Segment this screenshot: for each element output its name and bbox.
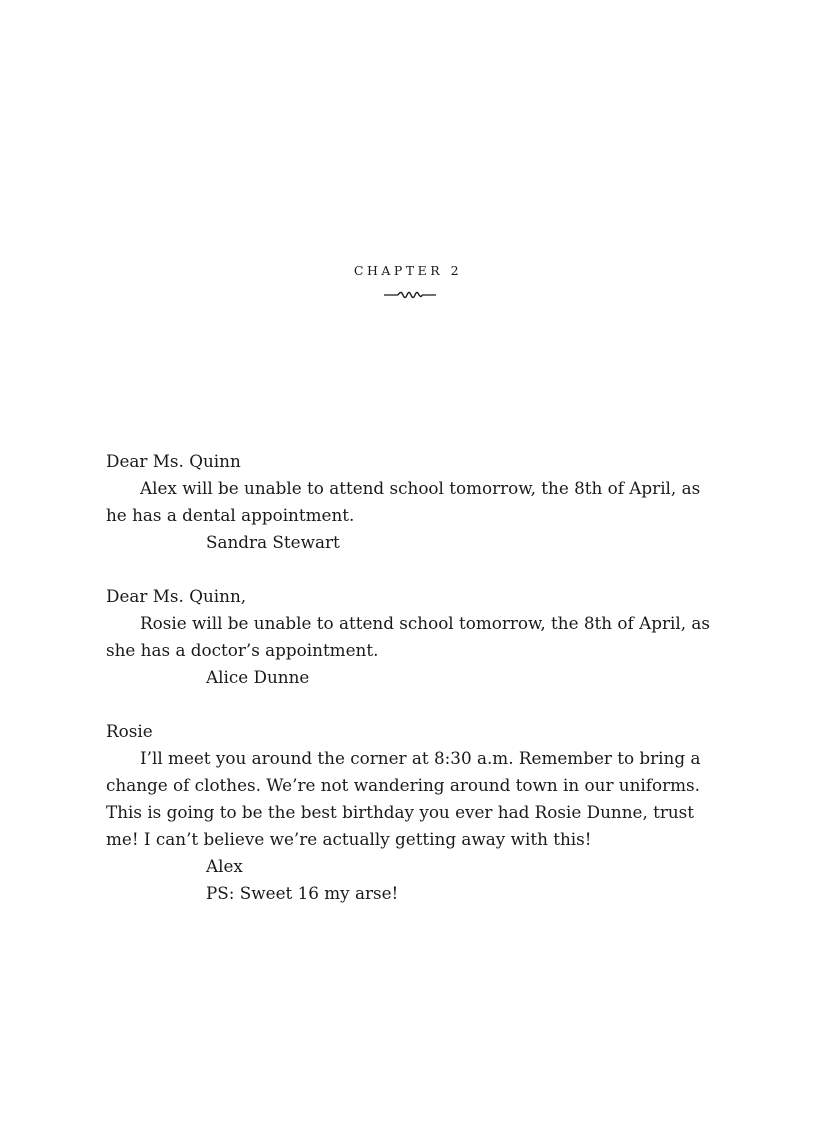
note-1-salutation: Dear Ms. Quinn	[106, 451, 241, 471]
note-3-salutation: Rosie	[106, 721, 153, 741]
note-3-signature: Alex	[206, 856, 243, 876]
note-3	[106, 718, 726, 907]
note-3-postscript: PS: Sweet 16 my arse!	[206, 883, 399, 903]
note-2-body: Rosie will be unable to attend school tomorrow, the 8th of April, as she has a doctor’s appointment.	[106, 613, 710, 660]
chapter-ornament-icon	[382, 288, 438, 302]
letters-body	[106, 448, 726, 934]
note-2	[106, 583, 726, 691]
note-2-signature: Alice Dunne	[206, 667, 310, 687]
note-1	[106, 448, 726, 556]
note-3-body: I’ll meet you around the corner at 8:30 a.m. Remember to bring a change of clothes. We’re not wandering around town in our uniforms. This is going to be the best birthday you ever had Rosie Dunne, trust me! I can’t believe we’re actually getting away with this!	[106, 748, 701, 849]
note-1-signature: Sandra Stewart	[206, 532, 340, 552]
note-2-salutation: Dear Ms. Quinn,	[106, 586, 247, 606]
note-1-body: Alex will be unable to attend school tomorrow, the 8th of April, as he has a dental appointment.	[106, 478, 701, 525]
chapter-heading: CHAPTER 2	[353, 263, 463, 278]
